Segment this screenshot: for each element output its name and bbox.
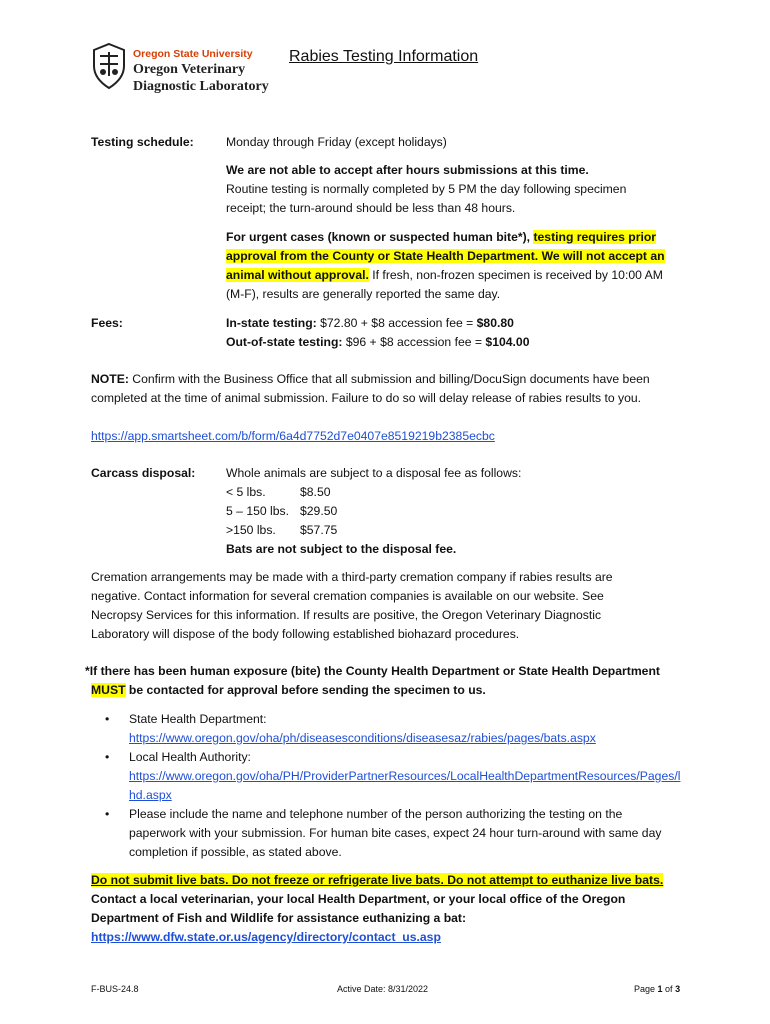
page-of: of <box>662 984 676 994</box>
note-text: Confirm with the Business Office that all submission and billing/DocuSign documents have been completed at the time of animal submission. Failure to do so will delay release of rabies results to you. <box>91 372 650 405</box>
urgent-approval-highlight: testing requires prior approval from the County or State Health Department. We will not accept an animal without approval. <box>226 230 665 282</box>
must-highlight: MUST <box>91 683 126 697</box>
list-item-text: Please include the name and telephone number of the person authorizing the testing on the paperwork with your submission. For human bite cases, expect 24 hour turn-around with same day completion if possible, as stated above. <box>129 807 662 859</box>
outstate-label: Out-of-state testing: <box>226 335 343 349</box>
billing-note <box>91 370 681 408</box>
logo-university: Oregon State University <box>133 48 253 60</box>
form-id: F-BUS-24.8 <box>91 984 139 994</box>
note-label: NOTE: <box>91 372 129 386</box>
carcass-weight: < 5 lbs. <box>226 485 266 499</box>
bats-disposal-note: Bats are not subject to the disposal fee. <box>226 542 457 556</box>
outstate-fee <box>226 333 696 352</box>
exposure-line1: *If there has been human exposure (bite) the County Health Department or State Health Department <box>85 664 660 678</box>
bullet-icon: • <box>105 750 110 764</box>
list-item-text: Local Health Authority: <box>129 750 251 764</box>
page-total: 3 <box>675 984 681 994</box>
exposure-line2: be contacted for approval before sending the specimen to us. <box>125 683 486 697</box>
dfw-contact-link[interactable]: https://www.dfw.state.or.us/agency/directory/contact_us.asp <box>91 930 441 944</box>
carcass-fee-row <box>226 502 696 521</box>
contact-list <box>91 710 691 862</box>
logo-name-line2: Diagnostic Laboratory <box>133 79 269 94</box>
instate-total: $80.80 <box>476 316 514 330</box>
instate-label: In-state testing: <box>226 316 317 330</box>
schedule-label: Testing schedule: <box>91 135 194 149</box>
instate-fee <box>226 314 696 333</box>
instate-calc: $72.80 + $8 accession fee = <box>316 316 477 330</box>
bullet-icon: • <box>105 712 110 726</box>
state-health-link[interactable]: https://www.oregon.gov/oha/ph/diseasesconditions/diseasesaz/rabies/pages/bats.aspx <box>129 731 596 745</box>
cremation-paragraph: Cremation arrangements may be made with a third-party cremation company if rabies results are negative. Contact information for several cremation companies is available on our website. See Necropsy Services for this information. If results are positive, the Oregon Veterinary Diagnostic Laboratory will dispose of the body following established biohazard procedures. <box>91 570 613 641</box>
carcass-weight: 5 – 150 lbs. <box>226 504 290 518</box>
local-health-link[interactable]: https://www.oregon.gov/oha/PH/ProviderPartnerResources/LocalHealthDepartmentResources/Pages/lhd.aspx <box>129 769 681 802</box>
urgent-lead: For urgent cases (known or suspected human bite*), <box>226 230 534 244</box>
warning-text: Do not submit live bats. Do not freeze or refrigerate live bats. Do not attempt to euthanize live bats. <box>91 873 664 887</box>
list-item <box>91 710 691 748</box>
carcass-fee-row <box>226 521 696 540</box>
page-number <box>634 984 680 994</box>
bullet-icon: • <box>105 807 110 821</box>
page-title: Rabies Testing Information <box>289 48 479 65</box>
active-date: Active Date: 8/31/2022 <box>337 984 429 994</box>
list-item <box>91 748 691 805</box>
logo-name-line1: Oregon Veterinary <box>133 62 246 77</box>
list-item <box>91 805 679 862</box>
human-exposure-notice <box>85 662 685 700</box>
outstate-calc: $96 + $8 accession fee = <box>342 335 486 349</box>
list-item-text: State Health Department: <box>129 712 267 726</box>
carcass-weight: >150 lbs. <box>226 523 276 537</box>
smartsheet-form-link[interactable]: https://app.smartsheet.com/b/form/6a4d7752d7e0407e8519219b2385ecbc <box>91 429 495 443</box>
carcass-fee-row <box>226 483 696 502</box>
outstate-total: $104.00 <box>485 335 530 349</box>
urgent-tail: If fresh, non-frozen specimen is received by 10:00 AM (M-F), results are generally reported the same day. <box>226 268 663 301</box>
page-current: 1 <box>657 984 663 994</box>
after-hours-notice: We are not able to accept after hours submissions at this time. <box>226 163 589 177</box>
carcass-fee: $57.75 <box>300 523 338 537</box>
carcass-fee: $29.50 <box>300 504 338 518</box>
schedule-days: Monday through Friday (except holidays) <box>226 135 447 149</box>
routine-testing-text: Routine testing is normally completed by 5 PM the day following specimen receipt; the turn-around should be less than 48 hours. <box>226 182 627 215</box>
osu-vdl-logo <box>90 42 269 102</box>
live-bats-warning <box>91 871 663 890</box>
osu-seal-icon <box>90 42 128 90</box>
fees-label: Fees: <box>91 316 123 330</box>
page-prefix: Page <box>634 984 658 994</box>
carcass-intro: Whole animals are subject to a disposal fee as follows: <box>226 466 522 480</box>
urgent-cases-text <box>226 228 671 304</box>
carcass-label: Carcass disposal: <box>91 466 196 480</box>
carcass-fee: $8.50 <box>300 485 331 499</box>
euthanize-contact-text: Contact a local veterinarian, your local Health Department, or your local office of the Oregon Department of Fish and Wildlife for assistance euthanizing a bat: <box>91 892 626 925</box>
